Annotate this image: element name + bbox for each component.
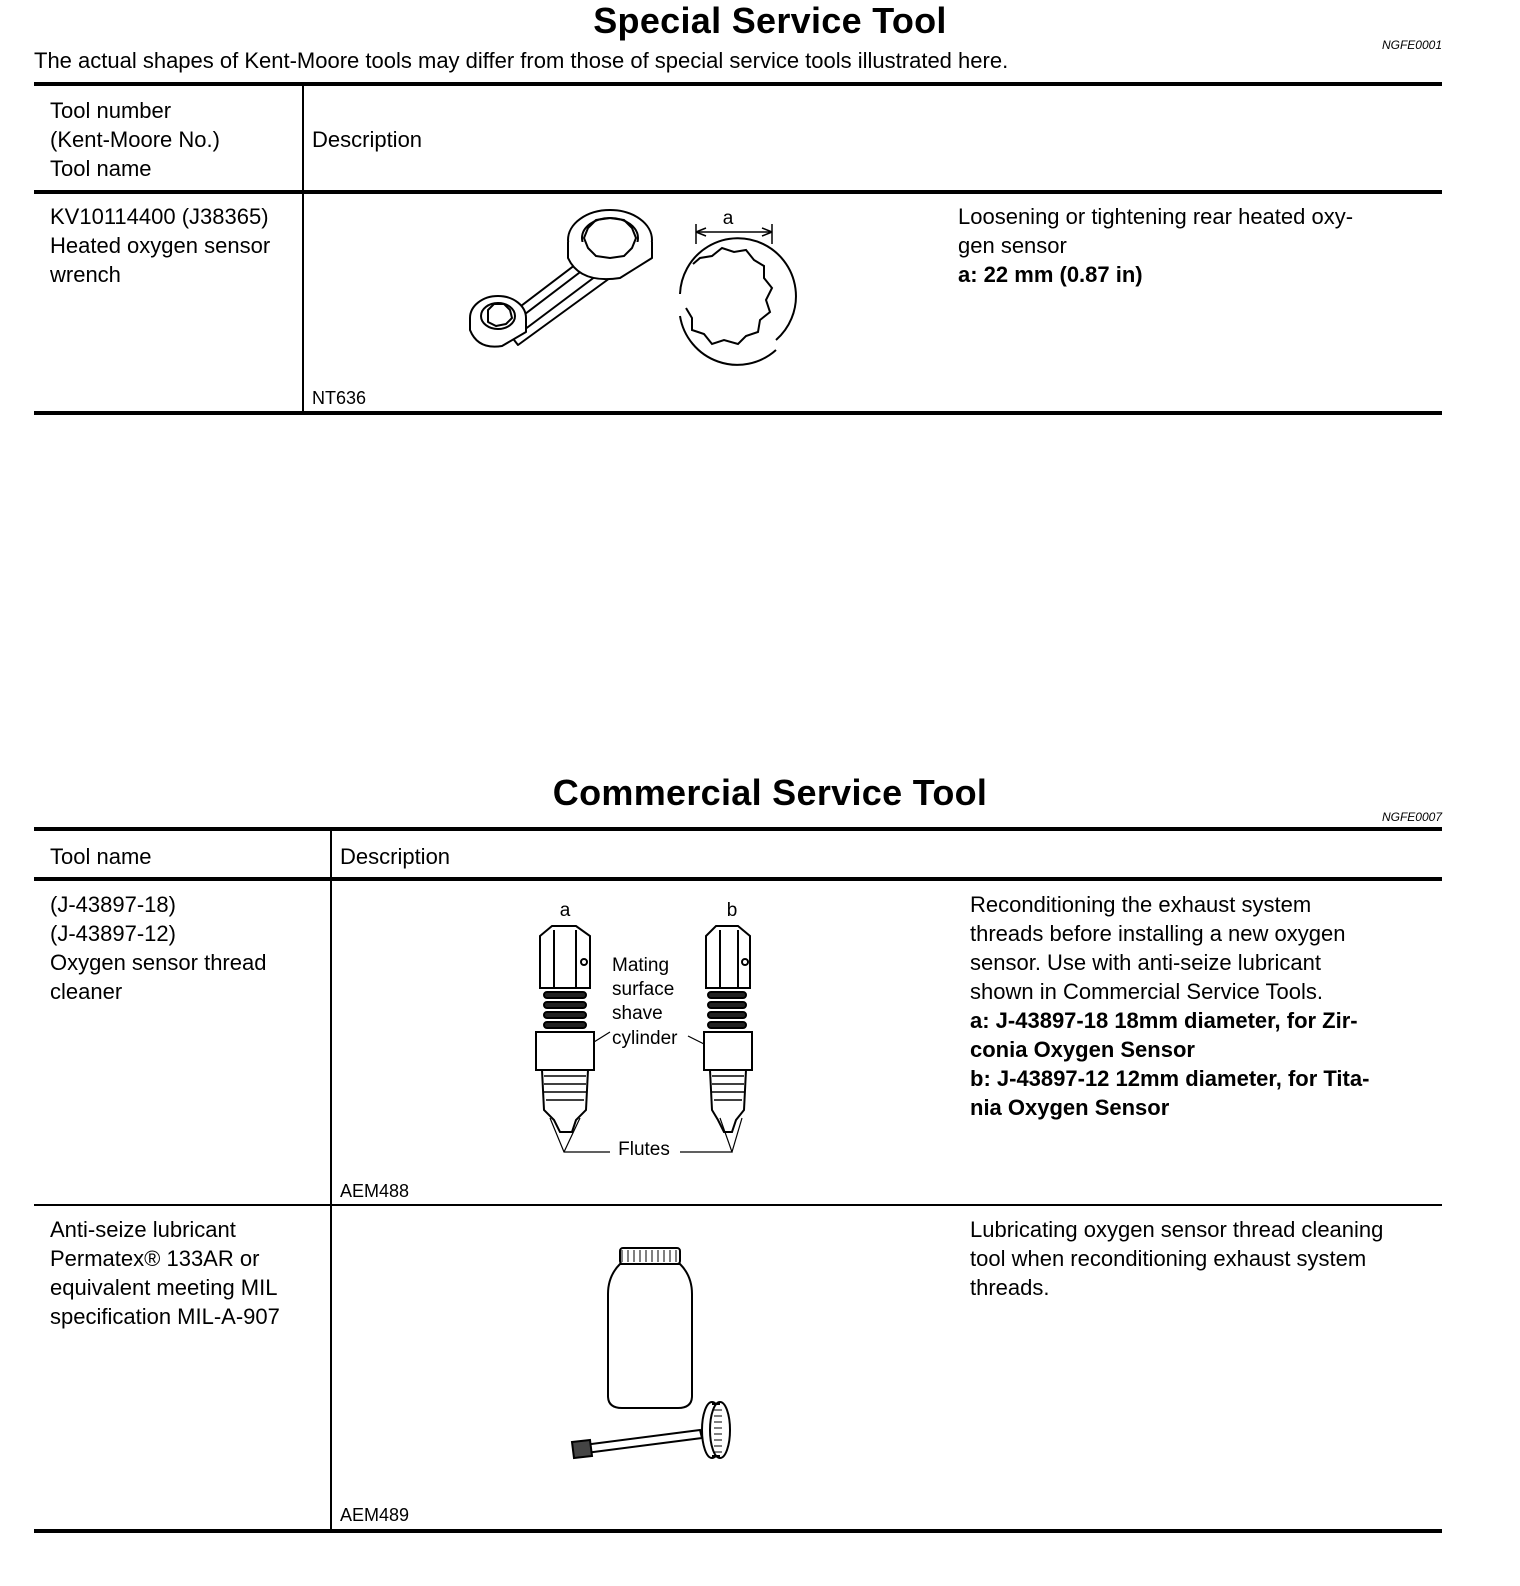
flutes-label: Flutes (618, 1139, 670, 1160)
commercial-row2-tool-name: Anti-seize lubricant Permatex® 133AR or equivalent meeting MIL specification MIL-A-907 (50, 1217, 280, 1329)
special-intro-note: The actual shapes of Kent-Moore tools may differ from those of special service tools illustrated here. (34, 48, 1009, 73)
special-row-tool-name: KV10114400 (J38365) Heated oxygen sensor wrench (50, 204, 271, 287)
commercial-section-code: NGFE0007 (1381, 810, 1442, 824)
special-header-tool-column: Tool number (Kent-Moore No.) Tool name (50, 98, 220, 181)
thread-cleaner-figure (520, 896, 780, 1166)
special-table-bottom-rule (34, 411, 1442, 415)
special-section-code: NGFE0001 (1381, 38, 1442, 52)
special-header-description: Description (312, 127, 423, 152)
special-figure-code: NT636 (312, 388, 367, 408)
commercial-row1-tool-name: (J-43897-18) (J-43897-12) Oxygen sensor thread cleaner (50, 892, 267, 1004)
anti-seize-lubricant-figure (560, 1240, 760, 1470)
special-table-column-divider (302, 86, 304, 414)
mating-label-line3: shave (612, 1003, 663, 1024)
commercial-table-column-divider (330, 831, 332, 1531)
commercial-row2-figure-code: AEM489 (340, 1505, 410, 1525)
special-row-description: Loosening or tightening rear heated oxy- gen sensor a: 22 mm (0.87 in) (958, 204, 1354, 287)
commercial-row1-description: Reconditioning the exhaust system threads before installing a new oxygen sensor. Use with anti-seize lubricant shown in Commercial Service Tools. a: J-43897-18 18mm diameter, for Zir- conia Oxygen Sensor b: J-43897-12 12mm diameter, for Tita- nia Oxygen Sensor (970, 892, 1370, 1120)
commercial-header-tool-name: Tool name (50, 844, 152, 869)
cleaner-b-label: b (726, 900, 738, 921)
mating-label-line1: Mating (612, 955, 670, 976)
special-table-top-rule (34, 82, 1442, 86)
special-tool-title: Special Service Tool (593, 0, 947, 41)
mating-label-line2: surface (612, 979, 675, 1000)
commercial-row2-description: Lubricating oxygen sensor thread cleaning tool when reconditioning exhaust system threads. (970, 1217, 1384, 1300)
commercial-row1-figure-code: AEM488 (340, 1181, 410, 1201)
commercial-table-bottom-rule (34, 1529, 1442, 1533)
oxygen-sensor-wrench-figure (460, 200, 800, 380)
cleaner-a-label: a (559, 900, 571, 921)
commercial-header-description: Description (340, 844, 451, 869)
commercial-tool-title: Commercial Service Tool (552, 772, 988, 813)
wrench-dimension-label: a (722, 208, 734, 229)
commercial-header-rule (34, 877, 1442, 881)
mating-label-line4: cylinder (612, 1028, 678, 1049)
commercial-table-top-rule (34, 827, 1442, 831)
special-header-rule (34, 190, 1442, 194)
commercial-row-divider (34, 1204, 1442, 1206)
